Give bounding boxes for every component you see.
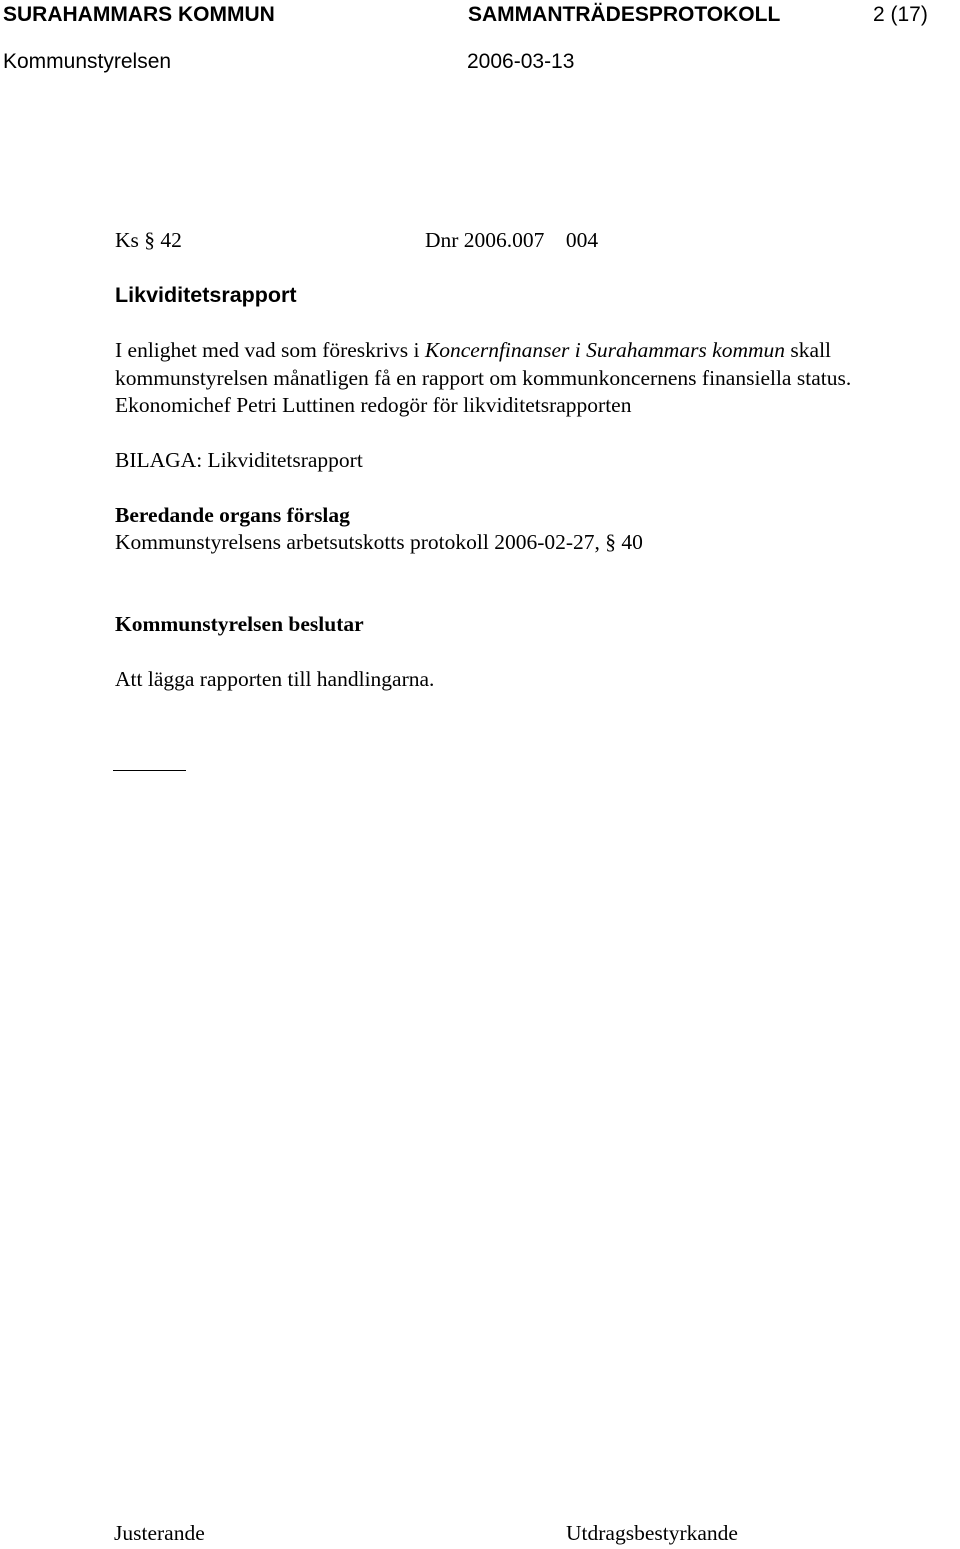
proposal-heading: Beredande organs förslag [115,503,350,527]
meeting-date: 2006-03-13 [467,50,575,73]
page-number: 2 (17) [873,3,928,26]
intro-text-1: I enlighet med vad som föreskrivs i [115,338,425,362]
body-name: Kommunstyrelsen [3,50,172,73]
intro-text-2: skall kommunstyrelsen månatligen få en rapport om kommunkoncernens finansiella status. Ekonomichef Petri Luttinen redogör för likviditetsrapporten [115,338,852,417]
footer-justerande: Justerande [114,1521,205,1545]
intro-paragraph [115,337,915,420]
decision-heading: Kommunstyrelsen beslutar [115,612,364,636]
document-type: SAMMANTRÄDESPROTOKOLL [468,3,781,26]
municipality-name: SURAHAMMARS KOMMUN [3,3,275,26]
decision-text: Att lägga rapporten till handlingarna. [115,667,435,691]
intro-document-title: Koncernfinanser i Surahammars kommun [424,338,786,362]
attachment-line: BILAGA: Likviditetsrapport [115,448,363,472]
footer-utdragsbestyrkande: Utdragsbestyrkande [566,1521,738,1545]
section-end-rule [113,770,186,771]
case-number: Ks § 42 [115,228,182,252]
case-title: Likviditetsrapport [115,283,297,307]
diary-number: Dnr 2006.007 004 [425,228,599,252]
proposal-text: Kommunstyrelsens arbetsutskotts protokoll 2006-02-27, § 40 [115,530,643,554]
